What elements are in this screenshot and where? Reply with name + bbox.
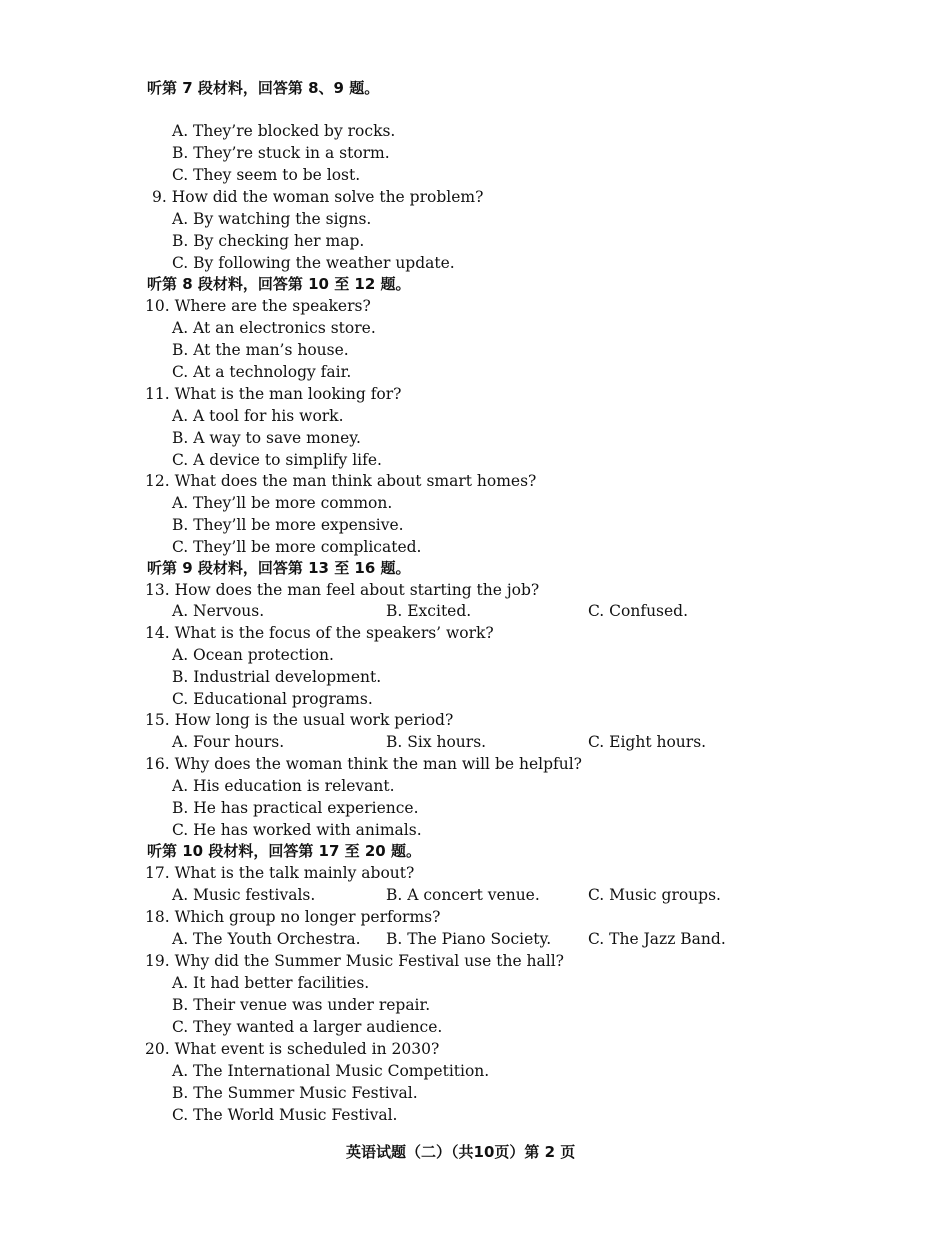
q20-option-c: C. The World Music Festival. (172, 1106, 398, 1124)
q19-option-c: C. They wanted a larger audience. (172, 1018, 443, 1036)
q12-option-b: B. They’ll be more expensive. (172, 516, 404, 534)
q10-question: 10. Where are the speakers? (145, 297, 371, 315)
page-footer: 英语试题（二）（共10页）第 2 页 (346, 1143, 576, 1161)
q20-option-b: B. The Summer Music Festival. (172, 1084, 418, 1102)
q15-option-c: C. Eight hours. (588, 733, 707, 751)
q10-option-a: A. At an electronics store. (172, 319, 376, 337)
q15-option-a: A. Four hours. (172, 733, 285, 751)
q17-option-a: A. Music festivals. (172, 886, 316, 904)
q8-option-b: B. They’re stuck in a storm. (172, 144, 390, 162)
section-heading-7: 听第 7 段材料，回答第 8、9 题。 (147, 79, 380, 97)
q14-question: 14. What is the focus of the speakers’ work? (145, 624, 494, 642)
q19-option-a: A. It had better facilities. (172, 974, 370, 992)
q19-option-b: B. Their venue was under repair. (172, 996, 431, 1014)
q16-option-c: C. He has worked with animals. (172, 821, 422, 839)
section-heading-9: 听第 9 段材料，回答第 13 至 16 题。 (147, 559, 411, 577)
q17-question: 17. What is the talk mainly about? (145, 864, 415, 882)
q18-option-b: B. The Piano Society. (386, 930, 552, 948)
q18-option-a: A. The Youth Orchestra. (172, 930, 361, 948)
q10-option-c: C. At a technology fair. (172, 363, 352, 381)
q17-option-b: B. A concert venue. (386, 886, 540, 904)
q15-option-b: B. Six hours. (386, 733, 487, 751)
q19-question: 19. Why did the Summer Music Festival use the hall? (145, 952, 564, 970)
q12-option-c: C. They’ll be more complicated. (172, 538, 422, 556)
q9-option-b: B. By checking her map. (172, 232, 365, 250)
q10-option-b: B. At the man’s house. (172, 341, 349, 359)
q17-option-c: C. Music groups. (588, 886, 721, 904)
q16-option-a: A. His education is relevant. (172, 777, 395, 795)
q11-option-c: C. A device to simplify life. (172, 451, 382, 469)
q8-option-c: C. They seem to be lost. (172, 166, 361, 184)
section-heading-8: 听第 8 段材料，回答第 10 至 12 题。 (147, 275, 411, 293)
q14-option-b: B. Industrial development. (172, 668, 382, 686)
section-heading-10: 听第 10 段材料，回答第 17 至 20 题。 (147, 842, 421, 860)
q16-question: 16. Why does the woman think the man will be helpful? (145, 755, 582, 773)
q11-option-b: B. A way to save money. (172, 429, 361, 447)
q13-question: 13. How does the man feel about starting the job? (145, 581, 540, 599)
q20-question: 20. What event is scheduled in 2030? (145, 1040, 440, 1058)
q9-option-c: C. By following the weather update. (172, 254, 455, 272)
q18-question: 18. Which group no longer performs? (145, 908, 441, 926)
q9-option-a: A. By watching the signs. (172, 210, 372, 228)
q13-option-a: A. Nervous. (172, 602, 265, 620)
q11-option-a: A. A tool for his work. (172, 407, 344, 425)
q13-option-c: C. Confused. (588, 602, 689, 620)
q13-option-b: B. Excited. (386, 602, 472, 620)
q11-question: 11. What is the man looking for? (145, 385, 402, 403)
q8-option-a: A. They’re blocked by rocks. (172, 122, 396, 140)
q20-option-a: A. The International Music Competition. (172, 1062, 490, 1080)
q15-question: 15. How long is the usual work period? (145, 711, 454, 729)
q16-option-b: B. He has practical experience. (172, 799, 419, 817)
q14-option-a: A. Ocean protection. (172, 646, 334, 664)
q12-question: 12. What does the man think about smart homes? (145, 472, 537, 490)
q18-option-c: C. The Jazz Band. (588, 930, 726, 948)
q12-option-a: A. They’ll be more common. (172, 494, 393, 512)
q9-question: 9. How did the woman solve the problem? (152, 188, 484, 206)
q14-option-c: C. Educational programs. (172, 690, 373, 708)
